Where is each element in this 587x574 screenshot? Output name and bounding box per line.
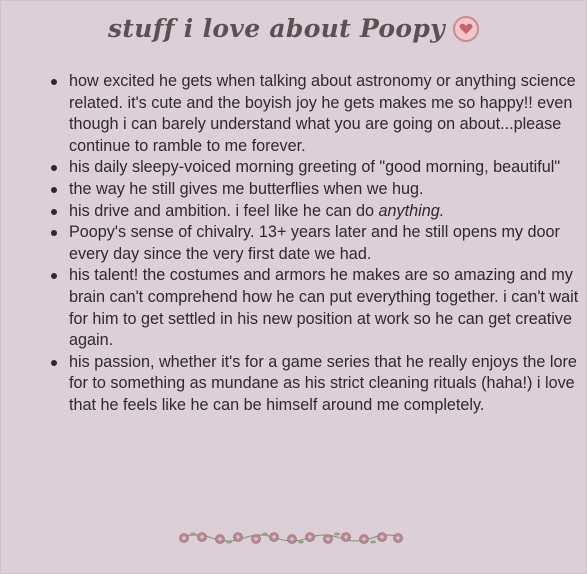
love-list xyxy=(43,71,587,417)
page-title: stuff i love about Poopy xyxy=(108,14,445,43)
list-item: how excited he gets when talking about astronomy or anything science related. it's cute and the boyish joy he gets makes me so happy!! even though i can barely understand what you are going on about...please continue to ramble to me forever. xyxy=(69,71,587,157)
emphasis-text: anything. xyxy=(378,201,445,220)
heart-icon xyxy=(453,16,479,42)
list-item: the way he still gives me butterflies when we hug. xyxy=(69,179,587,201)
list-item: Poopy's sense of chivalry. 13+ years later and he still opens my door every day since the very first date we had. xyxy=(69,222,587,265)
flower-vine-divider-icon xyxy=(176,528,406,548)
list-item: his talent! the costumes and armors he makes are so amazing and my brain can't comprehend how he can put everything together. i can't wait for him to get settled in his new position at work so he can get creative again. xyxy=(69,265,587,351)
list-item: his passion, whether it's for a game series that he really enjoys the lore for to something as mundane as his strict cleaning rituals (haha!) i love that he feels like he can be himself around me completely. xyxy=(69,352,587,417)
header xyxy=(0,14,587,43)
list-item: his drive and ambition. i feel like he can do anything. xyxy=(69,201,587,223)
list-item: his daily sleepy-voiced morning greeting of "good morning, beautiful" xyxy=(69,157,587,179)
